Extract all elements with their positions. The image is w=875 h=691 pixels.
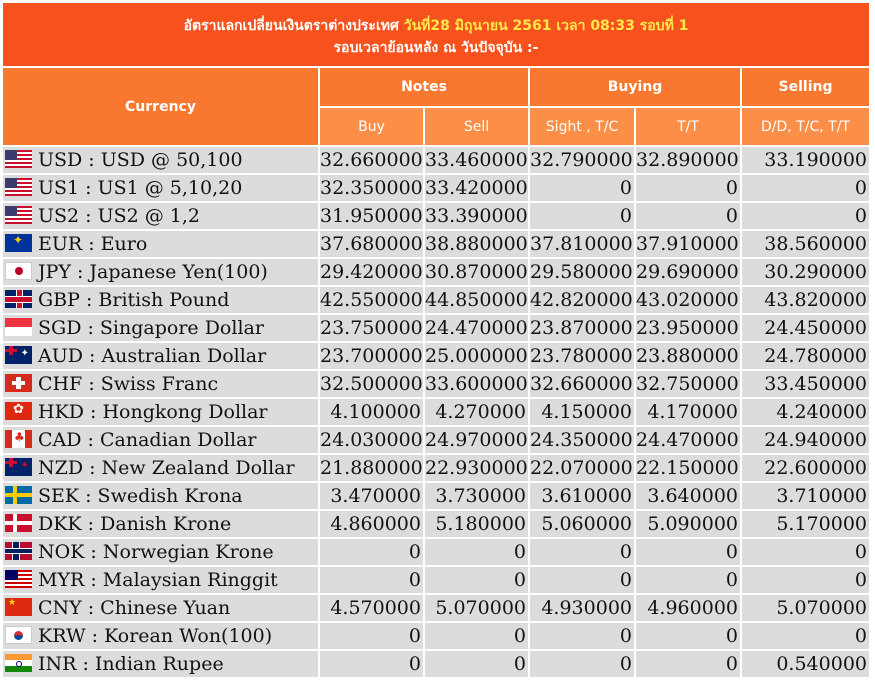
buying-tt-cell: 0 (636, 651, 740, 677)
page-subtitle: รอบเวลาย้อนหลัง ณ วันปัจจุบัน :- (333, 40, 539, 56)
notes-sell-cell: 38.880000 (425, 233, 528, 255)
notes-sell-cell: 5.180000 (425, 511, 528, 537)
notes-sell-cell: 33.600000 (425, 373, 528, 395)
table-row (3, 595, 869, 621)
currency-cell (3, 483, 318, 509)
buying-tt-cell: 0 (636, 623, 740, 649)
table-row (3, 483, 869, 509)
selling-cell: 43.820000 (742, 287, 869, 313)
currency-cell (3, 175, 318, 201)
notes-buy-cell: 32.350000 (320, 177, 423, 199)
table-row (3, 203, 869, 229)
buying-tt-cell: 4.960000 (636, 595, 740, 621)
rates-table (1, 66, 871, 679)
currency-cell (3, 539, 318, 565)
notes-buy-cell: 0 (320, 623, 423, 649)
dk-flag-icon (5, 514, 32, 532)
header-selling: Selling (742, 68, 869, 106)
currency-cell (3, 203, 318, 229)
in-flag-icon (5, 654, 32, 672)
notes-sell-cell: 0 (425, 539, 528, 565)
notes-buy-cell: 29.420000 (320, 261, 423, 283)
buying-sight-cell: 0 (530, 175, 634, 201)
buying-tt-cell: 37.910000 (636, 233, 739, 255)
buying-tt-cell: 23.950000 (636, 317, 739, 339)
currency-cell (3, 427, 318, 453)
buying-sight-cell: 23.780000 (530, 345, 633, 367)
notes-buy-cell: 23.750000 (320, 317, 423, 339)
currency-label: CHF : Swiss Franc (38, 373, 219, 395)
notes-buy-cell: 0 (320, 539, 423, 565)
ch-flag-icon (5, 374, 32, 392)
buying-sight-cell: 0 (530, 623, 634, 649)
buying-sight-cell: 23.870000 (530, 317, 633, 339)
nz-flag-icon (5, 458, 32, 476)
table-row (3, 259, 869, 285)
currency-cell (3, 315, 318, 341)
buying-tt-cell: 32.750000 (636, 373, 739, 395)
currency-label: CNY : Chinese Yuan (38, 597, 231, 619)
table-row (3, 147, 869, 173)
currency-label: INR : Indian Rupee (38, 653, 224, 675)
table-row (3, 623, 869, 649)
notes-sell-cell: 0 (425, 651, 528, 677)
ca-flag-icon (5, 430, 32, 448)
header-notes: Notes (320, 68, 528, 106)
my-flag-icon (5, 570, 32, 588)
currency-cell (3, 623, 318, 649)
header-selling-dd: D/D, T/C, T/T (742, 108, 869, 145)
currency-label: SEK : Swedish Krona (38, 485, 243, 507)
selling-cell: 0 (742, 203, 869, 229)
jp-flag-icon (5, 262, 32, 280)
buying-sight-cell: 22.070000 (530, 457, 633, 479)
buying-tt-cell: 29.690000 (636, 261, 739, 283)
currency-cell (3, 147, 318, 173)
table-row (3, 511, 869, 537)
notes-buy-cell: 42.550000 (320, 289, 423, 311)
table-row (3, 175, 869, 201)
currency-cell (3, 399, 318, 425)
table-row (3, 231, 869, 257)
currency-label: EUR : Euro (38, 233, 148, 255)
buying-sight-cell: 37.810000 (530, 233, 633, 255)
notes-sell-cell: 4.270000 (425, 399, 528, 425)
notes-sell-cell: 22.930000 (425, 457, 528, 479)
buying-tt-cell: 0 (636, 539, 740, 565)
selling-cell: 4.240000 (742, 399, 869, 425)
currency-label: US1 : US1 @ 5,10,20 (38, 177, 243, 199)
buying-sight-cell: 42.820000 (530, 289, 633, 311)
buying-sight-cell: 3.610000 (530, 483, 634, 509)
notes-buy-cell: 4.100000 (320, 399, 423, 425)
notes-sell-cell: 44.850000 (425, 289, 528, 311)
buying-sight-cell: 0 (530, 203, 634, 229)
currency-cell (3, 287, 318, 313)
selling-cell: 3.710000 (742, 483, 869, 509)
eu-flag-icon (5, 234, 32, 252)
rates-body (3, 147, 869, 677)
buying-tt-cell: 22.150000 (636, 457, 739, 479)
currency-cell (3, 511, 318, 537)
notes-buy-cell: 4.860000 (320, 511, 423, 537)
header-notes-buy: Buy (320, 108, 423, 145)
table-row (3, 455, 869, 481)
notes-sell-cell: 24.970000 (425, 429, 528, 451)
table-row (3, 371, 869, 397)
currency-cell (3, 231, 318, 257)
currency-cell (3, 343, 318, 369)
currency-label: NOK : Norwegian Krone (38, 541, 274, 563)
currency-cell (3, 371, 318, 397)
buying-sight-cell: 5.060000 (530, 511, 634, 537)
buying-tt-cell: 0 (636, 203, 740, 229)
selling-cell: 38.560000 (742, 231, 869, 257)
notes-sell-cell: 5.070000 (425, 595, 528, 621)
table-row (3, 567, 869, 593)
hk-flag-icon (5, 402, 32, 420)
table-row (3, 343, 869, 369)
selling-cell: 5.070000 (742, 595, 869, 621)
notes-sell-cell: 25.000000 (425, 345, 528, 367)
buying-tt-cell: 0 (636, 567, 740, 593)
currency-label: HKD : Hongkong Dollar (38, 401, 268, 423)
currency-cell (3, 259, 318, 285)
header-buying: Buying (530, 68, 740, 106)
sg-flag-icon (5, 318, 32, 336)
notes-buy-cell: 32.500000 (320, 373, 423, 395)
currency-label: NZD : New Zealand Dollar (38, 457, 295, 479)
currency-label: USD : USD @ 50,100 (38, 149, 243, 171)
notes-sell-cell: 33.460000 (425, 149, 528, 171)
us-flag-icon (5, 206, 32, 224)
currency-cell (3, 595, 318, 621)
currency-cell (3, 455, 318, 481)
table-row (3, 539, 869, 565)
title-text: อัตราแลกเปลี่ยนเงินตราต่างประเทศ (183, 18, 399, 34)
page-title (3, 15, 869, 37)
buying-tt-cell: 24.470000 (636, 429, 739, 451)
currency-label: MYR : Malaysian Ringgit (38, 569, 278, 591)
cn-flag-icon (5, 598, 32, 616)
currency-label: AUD : Australian Dollar (38, 345, 267, 367)
notes-buy-cell: 31.950000 (320, 205, 423, 227)
selling-cell: 24.940000 (742, 427, 869, 453)
buying-sight-cell: 32.790000 (530, 149, 633, 171)
notes-sell-cell: 0 (425, 567, 528, 593)
buying-tt-cell: 43.020000 (636, 289, 739, 311)
buying-tt-cell: 4.170000 (636, 399, 740, 425)
buying-tt-cell: 32.890000 (636, 149, 739, 171)
notes-buy-cell: 24.030000 (320, 429, 423, 451)
table-row (3, 651, 869, 677)
currency-label: GBP : British Pound (38, 289, 230, 311)
currency-label: CAD : Canadian Dollar (38, 429, 257, 451)
title-bar (3, 3, 869, 66)
currency-label: US2 : US2 @ 1,2 (38, 205, 201, 227)
selling-cell: 33.190000 (742, 147, 869, 173)
buying-sight-cell: 32.660000 (530, 373, 633, 395)
notes-buy-cell: 23.700000 (320, 345, 423, 367)
notes-buy-cell: 21.880000 (320, 457, 423, 479)
notes-buy-cell: 37.680000 (320, 233, 423, 255)
buying-sight-cell: 4.150000 (530, 399, 634, 425)
notes-buy-cell: 0 (320, 651, 423, 677)
selling-cell: 33.450000 (742, 371, 869, 397)
notes-sell-cell: 30.870000 (425, 261, 528, 283)
buying-sight-cell: 0 (530, 539, 634, 565)
selling-cell: 24.450000 (742, 315, 869, 341)
notes-buy-cell: 0 (320, 567, 423, 593)
table-row (3, 315, 869, 341)
title-date-time: วันที่28 มิถุนายน 2561 เวลา 08:33 รอบที่ 1 (403, 18, 689, 34)
selling-cell: 5.170000 (742, 511, 869, 537)
notes-sell-cell: 24.470000 (425, 317, 528, 339)
buying-tt-cell: 5.090000 (636, 511, 740, 537)
currency-cell (3, 651, 318, 677)
au-flag-icon (5, 346, 32, 364)
currency-label: JPY : Japanese Yen(100) (38, 261, 268, 283)
selling-cell: 0.540000 (742, 651, 869, 677)
table-row (3, 287, 869, 313)
gb-flag-icon (5, 290, 32, 308)
table-row (3, 399, 869, 425)
notes-sell-cell: 33.420000 (425, 177, 528, 199)
selling-cell: 22.600000 (742, 455, 869, 481)
notes-buy-cell: 32.660000 (320, 149, 423, 171)
selling-cell: 30.290000 (742, 259, 869, 285)
buying-sight-cell: 4.930000 (530, 595, 634, 621)
kr-flag-icon (5, 626, 32, 644)
currency-label: SGD : Singapore Dollar (38, 317, 264, 339)
notes-sell-cell: 3.730000 (425, 483, 528, 509)
buying-tt-cell: 0 (636, 175, 740, 201)
header-buying-sight: Sight , T/C (530, 108, 634, 145)
notes-sell-cell: 0 (425, 623, 528, 649)
table-row (3, 427, 869, 453)
header-notes-sell: Sell (425, 108, 528, 145)
selling-cell: 0 (742, 567, 869, 593)
us-flag-icon (5, 150, 32, 168)
notes-buy-cell: 3.470000 (320, 483, 423, 509)
currency-label: DKK : Danish Krone (38, 513, 232, 535)
notes-sell-cell: 33.390000 (425, 205, 528, 227)
selling-cell: 0 (742, 539, 869, 565)
selling-cell: 0 (742, 623, 869, 649)
se-flag-icon (5, 486, 32, 504)
header-currency: Currency (3, 68, 318, 145)
buying-sight-cell: 29.580000 (530, 261, 633, 283)
currency-cell (3, 567, 318, 593)
buying-tt-cell: 23.880000 (636, 345, 739, 367)
buying-tt-cell: 3.640000 (636, 483, 740, 509)
notes-buy-cell: 4.570000 (320, 595, 423, 621)
selling-cell: 0 (742, 175, 869, 201)
no-flag-icon (5, 542, 32, 560)
buying-sight-cell: 24.350000 (530, 429, 633, 451)
selling-cell: 24.780000 (742, 343, 869, 369)
currency-label: KRW : Korean Won(100) (38, 625, 273, 647)
exchange-rate-panel (3, 3, 869, 679)
header-buying-tt: T/T (636, 108, 740, 145)
us-flag-icon (5, 178, 32, 196)
buying-sight-cell: 0 (530, 651, 634, 677)
buying-sight-cell: 0 (530, 567, 634, 593)
